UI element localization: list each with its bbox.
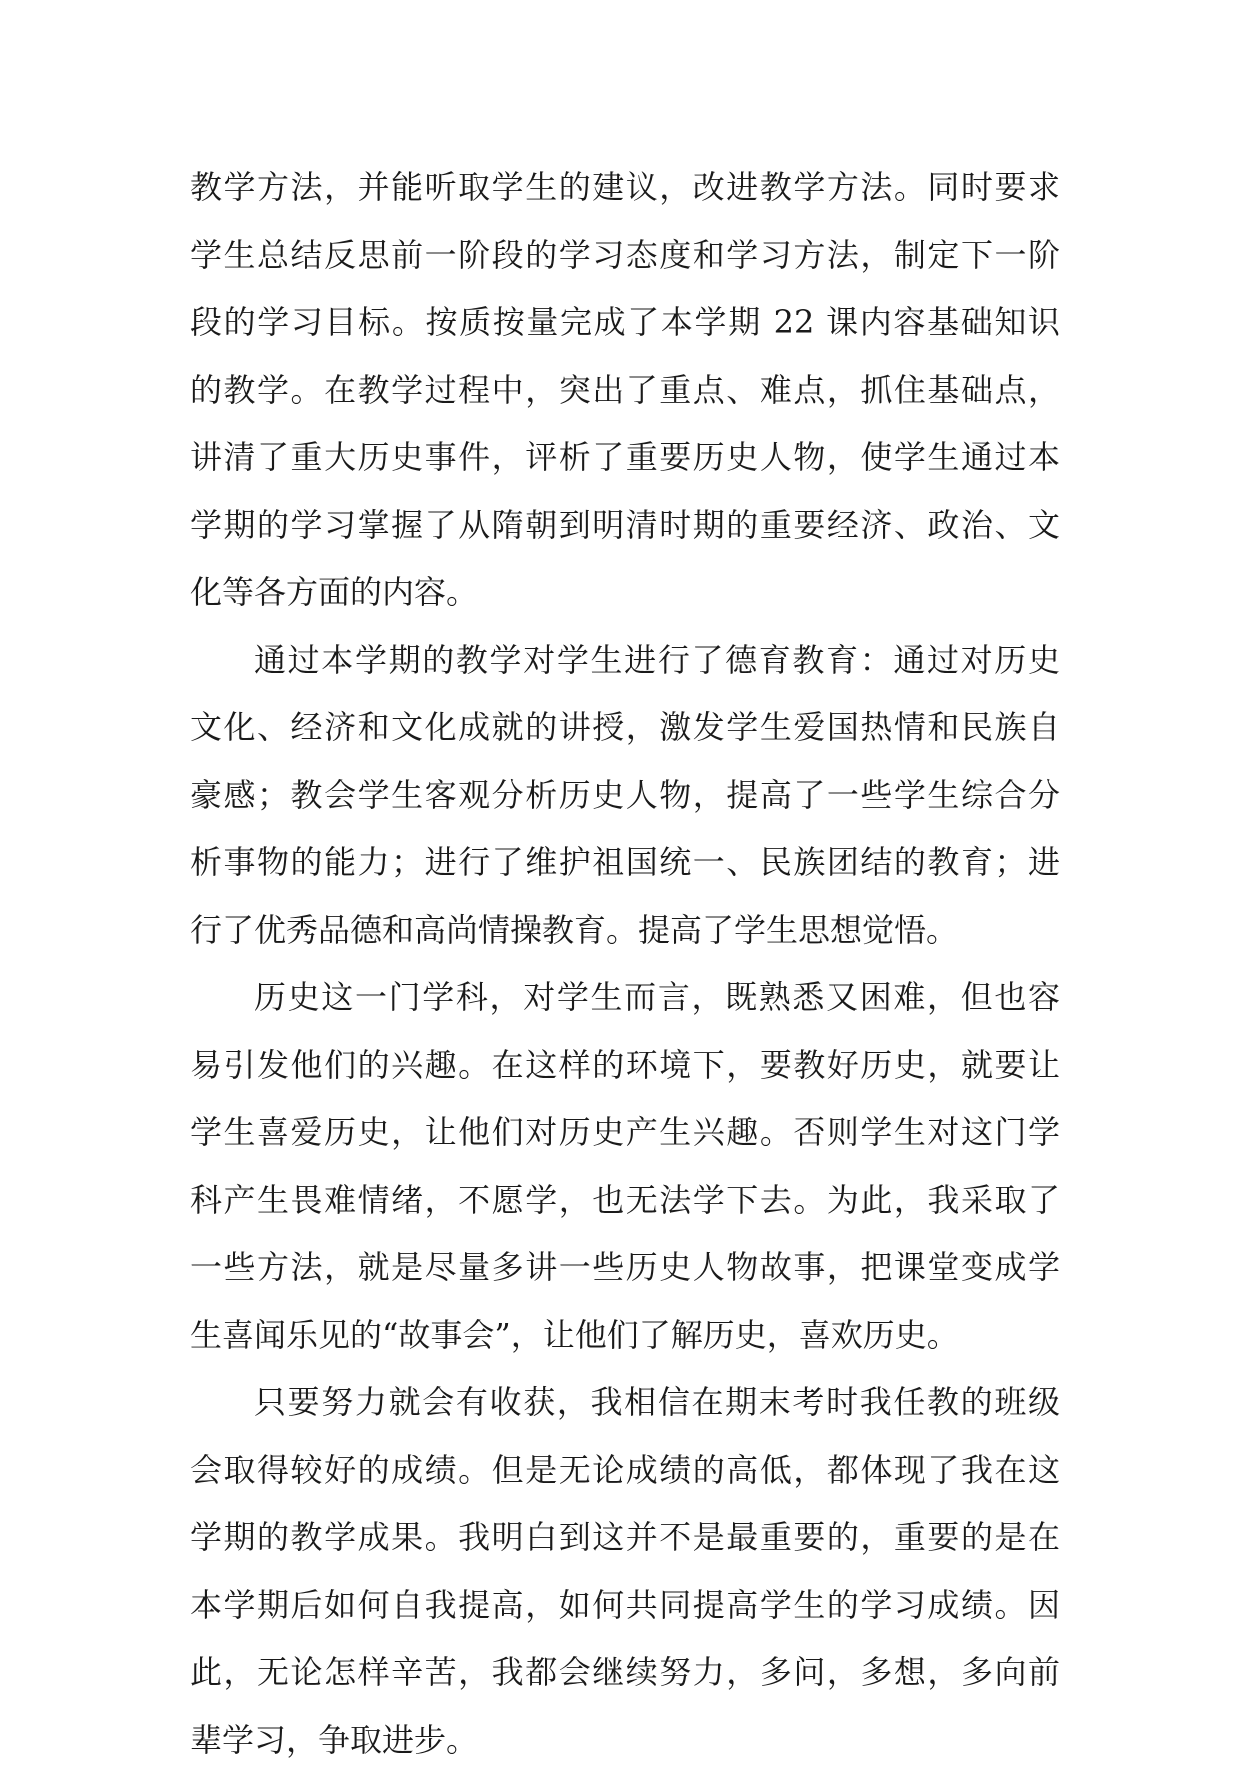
paragraph [190, 964, 1060, 1369]
text-line: 学期的教学成果。我明白到这并不是最重要的，重要的是在 [190, 1504, 1060, 1572]
text-line: 科产生畏难情绪，不愿学，也无法学下去。为此，我采取了 [190, 1167, 1060, 1235]
text-line: 豪感；教会学生客观分析历史人物，提高了一些学生综合分 [190, 762, 1060, 830]
text-line: 学期的学习掌握了从隋朝到明清时期的重要经济、政治、文 [190, 492, 1060, 560]
text-line: 化等各方面的内容。 [190, 559, 1060, 627]
body-text [190, 154, 1060, 1774]
text-line: 辈学习，争取进步。 [190, 1707, 1060, 1774]
text-line: 生喜闻乐见的“故事会”，让他们了解历史，喜欢历史。 [190, 1302, 1060, 1370]
text-line: 讲清了重大历史事件，评析了重要历史人物，使学生通过本 [190, 424, 1060, 492]
text-line: 段的学习目标。按质按量完成了本学期 22 课内容基础知识 [190, 289, 1060, 357]
text-line: 一些方法，就是尽量多讲一些历史人物故事，把课堂变成学 [190, 1234, 1060, 1302]
text-line: 析事物的能力；进行了维护祖国统一、民族团结的教育；进 [190, 829, 1060, 897]
text-line: 本学期后如何自我提高，如何共同提高学生的学习成绩。因 [190, 1572, 1060, 1640]
text-line: 易引发他们的兴趣。在这样的环境下，要教好历史，就要让 [190, 1032, 1060, 1100]
paragraph [190, 627, 1060, 965]
paragraph [190, 154, 1060, 627]
text-line: 历史这一门学科，对学生而言，既熟悉又困难，但也容 [190, 964, 1060, 1032]
text-line: 通过本学期的教学对学生进行了德育教育：通过对历史 [190, 627, 1060, 695]
text-line: 教学方法，并能听取学生的建议，改进教学方法。同时要求 [190, 154, 1060, 222]
text-line: 的教学。在教学过程中，突出了重点、难点，抓住基础点， [190, 357, 1060, 425]
paragraph [190, 1369, 1060, 1774]
text-line: 会取得较好的成绩。但是无论成绩的高低，都体现了我在这 [190, 1437, 1060, 1505]
text-line: 只要努力就会有收获，我相信在期末考时我任教的班级 [190, 1369, 1060, 1437]
text-line: 文化、经济和文化成就的讲授，激发学生爱国热情和民族自 [190, 694, 1060, 762]
text-line: 学生总结反思前一阶段的学习态度和学习方法，制定下一阶 [190, 222, 1060, 290]
text-line: 行了优秀品德和高尚情操教育。提高了学生思想觉悟。 [190, 897, 1060, 965]
text-line: 此，无论怎样辛苦，我都会继续努力，多问，多想，多向前 [190, 1639, 1060, 1707]
text-line: 学生喜爱历史，让他们对历史产生兴趣。否则学生对这门学 [190, 1099, 1060, 1167]
